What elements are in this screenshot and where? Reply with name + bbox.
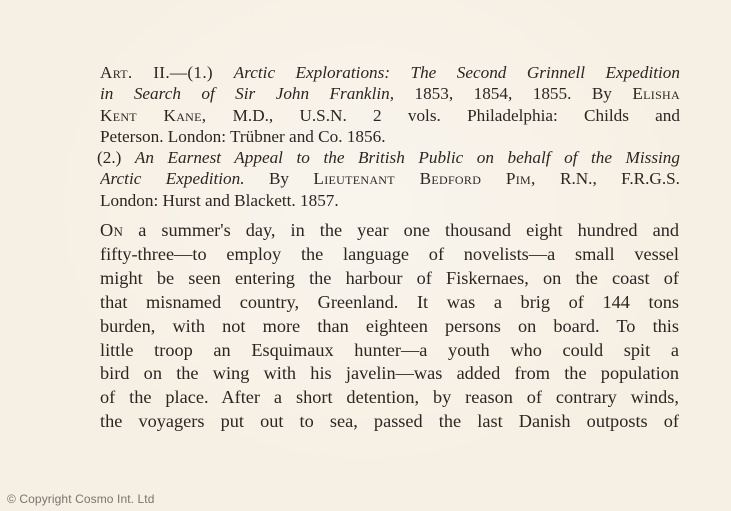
body-line: burden, with not more than eighteen persons on board. To this: [100, 315, 679, 336]
by-word: By: [244, 169, 314, 189]
article-number: Art. II.—(1.): [100, 63, 234, 82]
book-title-2-cont: Arctic Expedition.: [100, 169, 245, 189]
publication-info-2: London: Hurst and Blackett. 1857.: [100, 190, 339, 210]
heading-line: [100, 190, 680, 211]
heading-line: [100, 126, 680, 147]
book-title-1: Arctic Explorations: The Second Grinnell Expedition: [233, 63, 680, 82]
heading-line: [100, 105, 680, 126]
heading-line: [100, 62, 680, 83]
author-credentials-2: R.N., F.R.G.S.: [535, 169, 680, 189]
body-line: the voyagers put out to sea, passed the last Danish outposts of: [100, 411, 679, 432]
publication-info-1: M.D., U.S.N. 2 vols. Philadelphia: Childs and: [206, 105, 680, 125]
book-title-2: An Earnest Appeal to the British Public on behalf of the Missing: [134, 148, 680, 168]
article-heading: [97, 62, 680, 211]
copyright-watermark: © Copyright Cosmo Int. Ltd: [7, 492, 155, 506]
body-line: little troop an Esquimaux hunter—a youth who could spit a: [100, 339, 679, 360]
book-years: 1853, 1854, 1855. By: [394, 84, 633, 104]
author-name-1-cont: Kent Kane,: [100, 105, 207, 125]
body-text: a summer's day, in the year one thousand eight hundred and: [123, 220, 679, 240]
heading-line: [100, 83, 680, 104]
author-name-2: Lieutenant Bedford Pim,: [313, 169, 536, 189]
body-line: fifty-three—to employ the language of novelists—a small vessel: [100, 243, 679, 264]
book-title-1-cont: in Search of Sir John Franklin,: [100, 84, 395, 104]
publication-info-1-cont: Peterson. London: Trübner and Co. 1856.: [100, 126, 386, 146]
body-line: of the place. After a short detention, by reason of contrary winds,: [100, 387, 679, 408]
item-number-2: (2.): [97, 148, 135, 168]
body-line: [100, 219, 679, 243]
body-line: that misnamed country, Greenland. It was a brig of 144 tons: [100, 291, 679, 312]
opening-word: On: [100, 220, 124, 240]
heading-line: [100, 168, 680, 189]
body-line: bird on the wing with his javelin—was added from the population: [100, 363, 679, 384]
article-body: [100, 219, 679, 434]
author-name-1: Elisha: [632, 84, 680, 104]
body-line: might be seen entering the harbour of Fiskernaes, on the coast of: [100, 267, 679, 288]
heading-line: [97, 147, 680, 168]
